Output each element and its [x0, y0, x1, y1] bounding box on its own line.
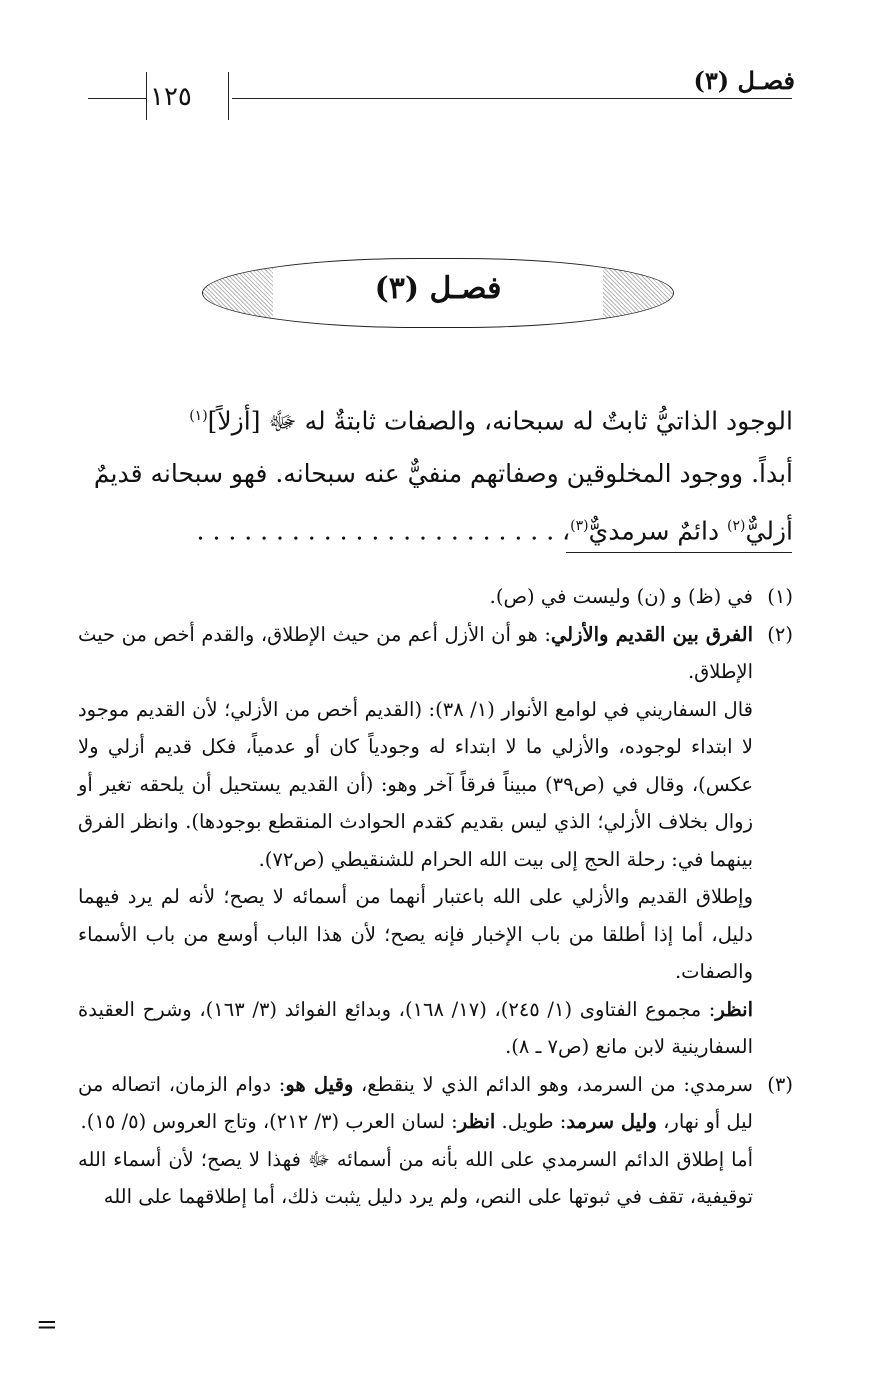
main-line: أزليٌّ$^{(٢)}$ دائمٌ سرمديٌّ$^{(٣)}$، . . . . . . . . . . . . . . . . . . . . . . .: [196, 516, 793, 546]
footnote: [78, 1066, 793, 1141]
header-ornament-bar: [146, 72, 147, 120]
footnote-ref: (٣): [570, 518, 589, 535]
footnote-text: في (ظ) و (ن) وليست في (ص).: [489, 585, 753, 608]
footnote-ref: (٢): [727, 518, 746, 535]
main-line: أبداً. ووجود المخلوقين وصفاتهم منفيٌّ عنه سبحانه. فهو سبحانه قديمٌ: [93, 459, 793, 489]
footnote-ref: (١): [189, 408, 208, 424]
footnote-separator: [566, 552, 792, 553]
footnote-number: (١): [767, 585, 793, 608]
main-line: الوجود الذاتيُّ ثابتٌ له سبحانه، والصفات ثابتةٌ له ﷻ [أزلاً]$^{(١)}$: [189, 406, 793, 436]
main-text: [88, 390, 793, 558]
footnotes: [78, 578, 793, 1216]
running-head: فصـل (٣): [693, 66, 795, 95]
leader-dots: ، . . . . . . . . . . . . . . . . . . . . . . .: [196, 516, 571, 546]
page-number: ١٢٥: [150, 82, 192, 112]
header-ornament-bar: [228, 72, 229, 120]
footnote: [78, 616, 793, 691]
continuation-mark: =: [36, 1310, 58, 1340]
chapter-title-box: [202, 258, 674, 328]
footnote-paragraph: وإطلاق القديم والأزلي على الله باعتبار أنهما من أسمائه لا يصح؛ لأنه لم يرد فيهما دليل، أما إذا أطلقا من باب الإخبار فإنه يصح؛ لأن هذا الباب أوسع من باب الأسماء والصفات.: [78, 885, 753, 983]
footnote-paragraph: انظر: مجموع الفتاوى (١/ ٢٤٥)، (١٧/ ١٦٨)، وبدائع الفوائد (٣/ ١٦٣)، وشرح العقيدة السفارينية لابن مانع (ص٧ ـ ٨).: [78, 997, 753, 1058]
footnote: [78, 578, 793, 616]
header-ornament-line: [88, 98, 146, 99]
header-rule: [232, 98, 792, 99]
footnote-paragraph: أما إطلاق الدائم السرمدي على الله بأنه من أسمائه ﷻ فهذا لا يصح؛ لأن أسماء الله توقيفية، تقف في ثبوتها على النص، ولم يرد دليل يثبت ذلك، أما إطلاقهما على الله: [78, 1147, 753, 1208]
footnote-number: (٣): [767, 1072, 793, 1096]
chapter-title: فصـل (٣): [374, 271, 502, 306]
footnote-paragraph: قال السفاريني في لوامع الأنوار (١/ ٣٨): (القديم أخص من الأزلي؛ لأن القديم موجود لا ابتداء لوجوده، والأزلي ما لا ابتداء له وجودياً كان أو عدمياً، فكل قديم أزلي ولا عكس)، وقال في (ص٣٩) مبيناً فرقاً آخر وهو: (أن القديم يستحيل أن يلحقه تغير أو زوال بخلاف الأزلي؛ الذي ليس بقديم كقدم الحوادث المنقطع بوجودها). وانظر الفرق بينهما في: رحلة الحج إلى بيت الله الحرام للشنقيطي (ص٧٢).: [78, 697, 753, 871]
footnote-text: الفرق بين القديم والأزلي: هو أن الأزل أعم من حيث الإطلاق، والقدم أخص من حيث الإطلاق.: [78, 622, 753, 683]
footnote-text: سرمدي: من السرمد، وهو الدائم الذي لا ينقطع، وقيل هو: دوام الزمان، اتصاله من ليل أو نهار، وليل سرمد: طويل. انظر: لسان العرب (٣/ ٢١٢)، وتاج العروس (٥/ ١٥).: [78, 1072, 753, 1133]
footnote-number: (٢): [767, 622, 793, 646]
